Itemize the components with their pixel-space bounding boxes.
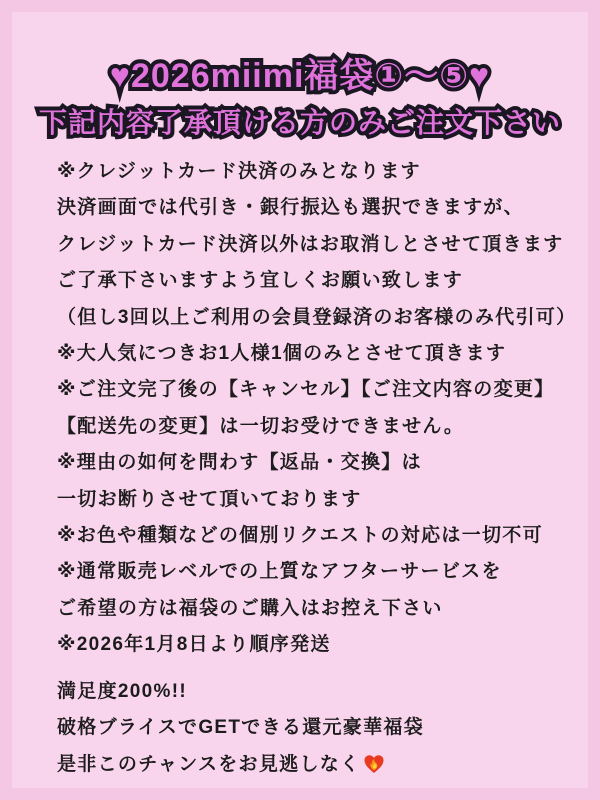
notice-line: 決済画面では代引き・銀行振込も選択できますが、 [57,197,524,219]
notice-line: 一切お断りさせて頂いております [57,488,362,510]
notice-line: 【配送先の変更】は一切お受けできません。 [57,415,465,437]
promo-line: 破格ブライスでGETできる還元豪華福袋 [57,717,424,739]
notice-line: クレジットカード決済以外はお取消しとさせて頂きます [57,233,564,255]
promo-line: 満足度200%!! [57,681,187,702]
notice-text-block [57,154,577,663]
notice-line: ※理由の如何を問わす【返品・交換】は [57,452,422,474]
notice-line: ご了承下さいますよう宜しくお願い致します [57,270,464,292]
notice-line: ※お色や種類などの個別リクエストの対応は一切不可 [57,524,543,546]
promo-line [57,747,567,783]
title-line-1: ♥2026miimi福袋①〜⑤♥ [109,57,491,95]
promo-line-text: 是非このチャンスをお見逃しなく [57,753,361,775]
heart-on-fire-emoji [362,751,386,788]
poster-title [0,52,600,146]
title-line-2: 下記内容了承頂ける方のみご注文下さい [38,107,561,138]
notice-line: ※通常販売レベルでの上質なアフターサービスを [57,561,502,583]
notice-line: ※ご注文完了後の【キャンセル】【ご注文内容の変更】 [57,379,555,401]
notice-line: ご希望の方は福袋のご購入はお控え下さい [57,597,443,619]
notice-line: ※2026年1月8日より順序発送 [57,634,331,656]
notice-line: （但し3回以上ご利用の会員登録済のお客様のみ代引可） [57,306,577,328]
promo-text-block [57,674,567,783]
notice-line: ※大人気につきお1人様1個のみとさせて頂きます [57,342,507,364]
notice-line: ※クレジットカード決済のみとなります [57,161,421,182]
